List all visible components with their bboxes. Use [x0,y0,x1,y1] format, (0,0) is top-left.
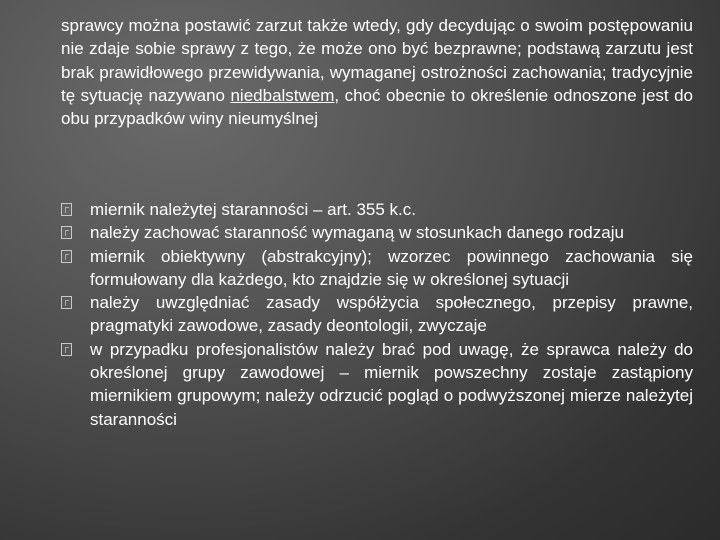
square-bullet-icon [61,226,72,239]
bullet-text: miernik obiektywny (abstrakcyjny); wzorzec powinnego zachowania się formułowany dla każdego, kto znajdzie się w określonej sytuacji [90,246,693,289]
bullet-item [61,291,693,338]
bullet-item [61,198,693,221]
square-bullet-icon [61,250,72,263]
bullet-text: należy uwzględniać zasady współżycia społecznego, przepisy prawne, pragmatyki zawodowe, zasady deontologii, zwyczaje [90,293,693,336]
underlined-term: niedbalstwem [230,85,335,105]
intro-text-end: , choć obecnie to określenie odnoszone jest do obu przypadków winy nieumyślnej [61,85,693,129]
bullet-item [61,338,693,431]
square-bullet-icon [61,296,72,309]
bullet-text: należy zachować staranność wymaganą w stosunkach danego rodzaju [90,223,624,243]
bullet-text: w przypadku profesjonalistów należy brać pod uwagę, że sprawca należy do określonej grupy zawodowej – miernik powszechny zostaje zastąpiony miernikiem grupowym; należy odrzucić pogląd o podwyższonej mierze należytej staranności [90,339,693,429]
bullet-text: miernik należytej staranności – art. 355 k.c. [90,200,416,219]
square-bullet-icon [61,343,72,356]
bullet-list [61,198,693,431]
intro-paragraph [61,14,693,130]
square-bullet-icon [61,203,72,216]
bullet-item [61,221,693,244]
bullet-item [61,245,693,292]
intro-text-start: sprawcy można postawić zarzut także wtedy, gdy decydując o swoim postępowaniu nie zdaje sobie sprawy z tego, że może ono być bezprawne; podstawą zarzutu jest brak prawidłowego przewidywania, wymaganej ostrożności zachowania; tradycyjnie tę sytuację nazywano [61,16,693,105]
